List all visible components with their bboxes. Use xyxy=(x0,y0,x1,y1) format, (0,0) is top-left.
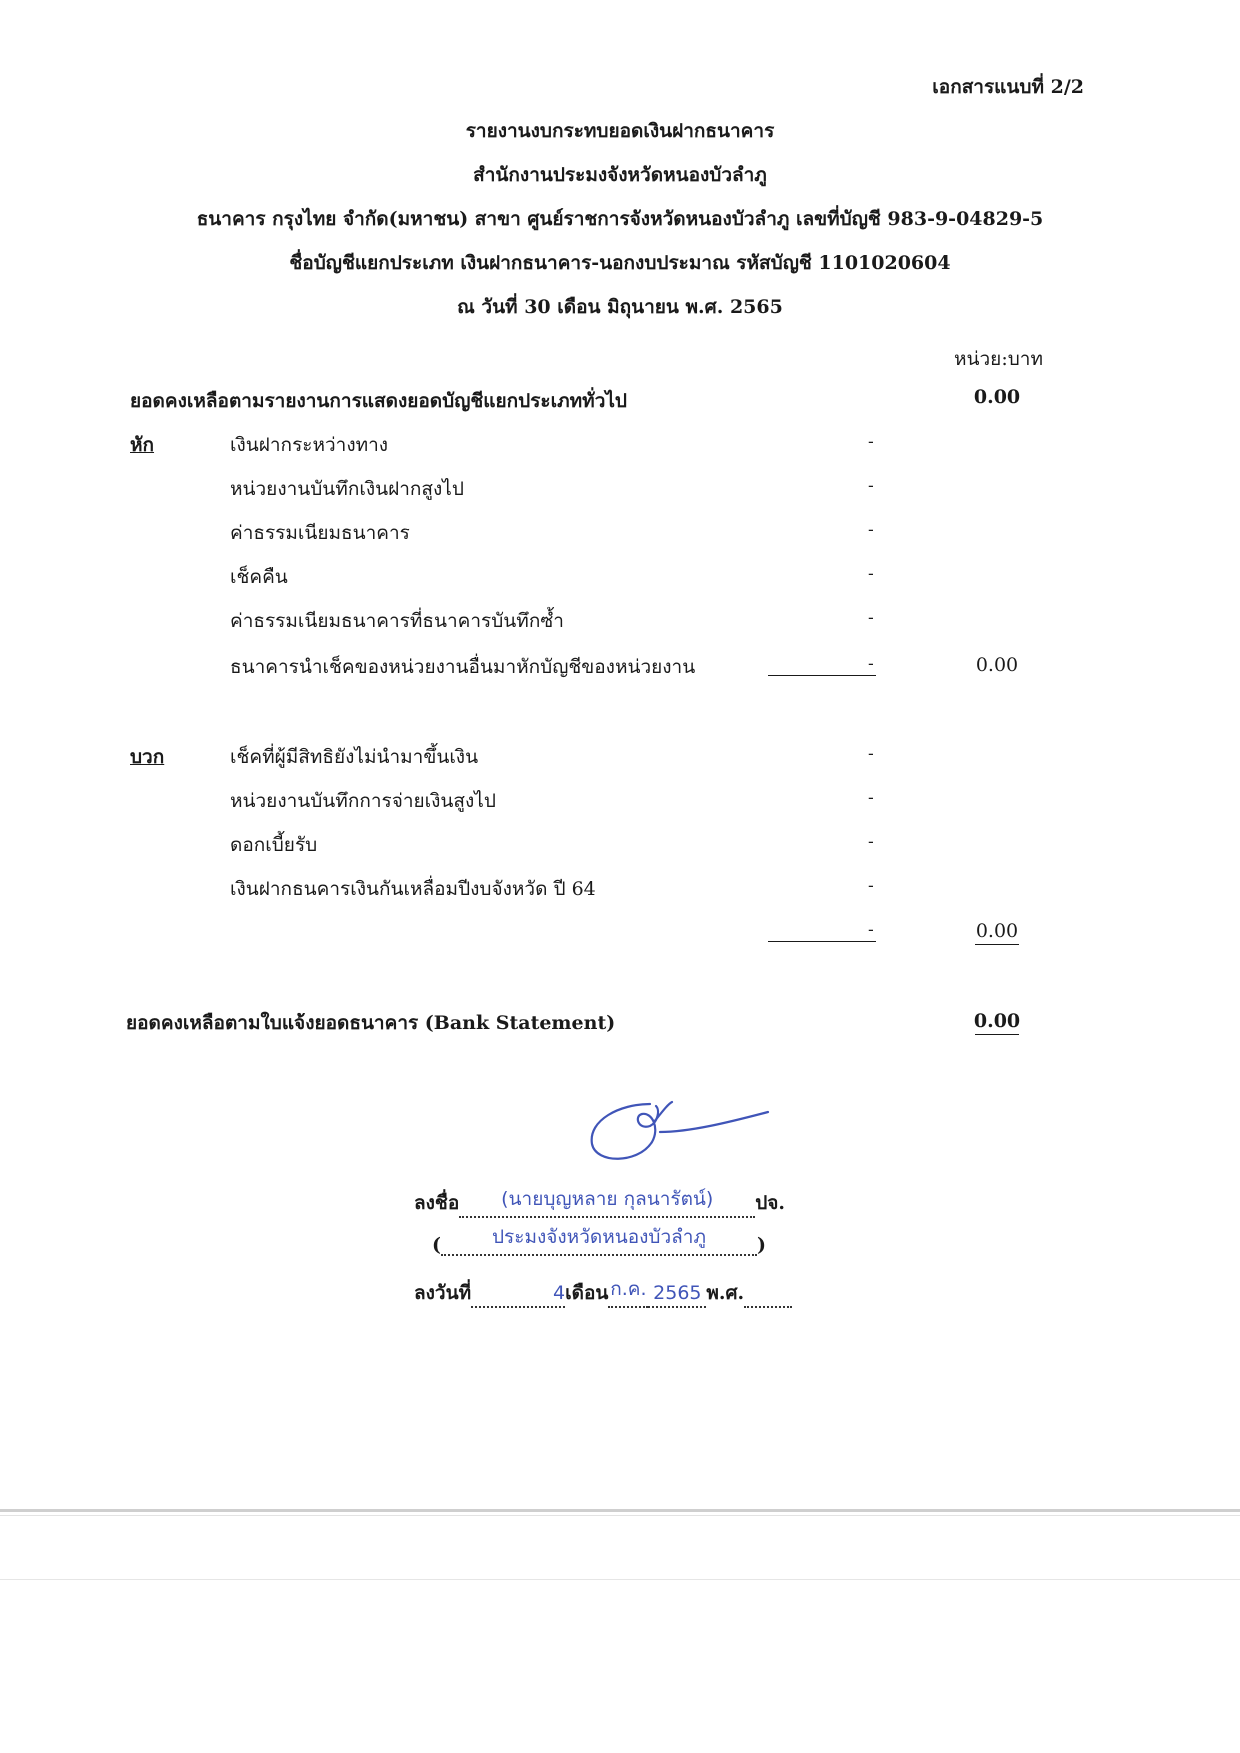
date-year: 2565 xyxy=(653,1282,702,1304)
deduct-item-value: - xyxy=(868,608,874,628)
deduct-item-label: ค่าธรรมเนียมธนาคารที่ธนาคารบันทึกซ้ำ xyxy=(230,610,564,632)
deduct-item-value: - xyxy=(868,564,874,584)
scan-edge-line xyxy=(0,1579,1240,1580)
add-item-value: - xyxy=(868,744,874,764)
deduct-subtotal-rule xyxy=(768,675,876,676)
scan-edge-line xyxy=(0,1515,1240,1516)
attachment-label: เอกสารแนบที่ 2/2 xyxy=(932,76,1084,98)
add-subtotal-dash: - xyxy=(868,920,874,940)
sign-label: ลงชื่อ xyxy=(414,1192,460,1214)
add-heading: บวก xyxy=(130,746,165,768)
date-day: 4 xyxy=(553,1282,566,1304)
add-item-label: หน่วยงานบันทึกการจ่ายเงินสูงไป xyxy=(230,790,496,812)
scan-edge-line xyxy=(0,1509,1240,1512)
signer-position: ประมงจังหวัดหนองบัวลำภู xyxy=(492,1226,706,1248)
date-year-field xyxy=(648,1284,706,1308)
deduct-item-value: - xyxy=(868,520,874,540)
report-date-line: ณ วันที่ 30 เดือน มิถุนายน พ.ศ. 2565 xyxy=(457,296,783,318)
report-title: รายงานงบกระทบยอดเงินฝากธนาคาร xyxy=(465,120,775,142)
signer-name: (นายบุญหลาย กุลนารัตน์) xyxy=(501,1188,714,1210)
deduct-item-value: - xyxy=(868,432,874,452)
office-name: สำนักงานประมงจังหวัดหนองบัวลำภู xyxy=(473,164,767,186)
deduct-item-label: เงินฝากระหว่างทาง xyxy=(230,434,389,456)
ledger-balance-value: 0.00 xyxy=(973,386,1021,408)
add-item-label: เงินฝากธนคารเงินกันเหลื่อมปีงบจังหวัด ปี 64 xyxy=(230,878,596,900)
paren-open: ( xyxy=(432,1234,441,1256)
position-field xyxy=(441,1226,757,1256)
deduct-item-label: เช็คคืน xyxy=(230,566,288,588)
add-item-value: - xyxy=(868,832,874,852)
paren-close: ) xyxy=(757,1234,766,1256)
position-line xyxy=(432,1226,766,1256)
date-month-field xyxy=(608,1278,648,1308)
deduct-item-value: - xyxy=(868,476,874,496)
add-total: 0.00 xyxy=(975,920,1019,942)
date-month: ก.ค. xyxy=(610,1278,647,1300)
signature-mark xyxy=(580,1092,780,1172)
signer-line xyxy=(414,1188,785,1218)
sign-date-label: ลงวันที่ xyxy=(414,1282,472,1304)
statement-balance-value: 0.00 xyxy=(973,1010,1021,1032)
deduct-heading: หัก xyxy=(130,434,155,456)
signer-title-abbrev: ปจ. xyxy=(755,1192,786,1214)
signer-name-field xyxy=(459,1188,755,1218)
statement-balance-label: ยอดคงเหลือตามใบแจ้งยอดธนาคาร (Bank Statement) xyxy=(126,1012,616,1034)
add-item-value: - xyxy=(868,876,874,896)
ledger-account-line: ชื่อบัญชีแยกประเภท เงินฝากธนาคาร-นอกงบประมาณ รหัสบัญชี 1101020604 xyxy=(289,252,951,274)
era-year-field xyxy=(744,1284,792,1308)
add-item-value: - xyxy=(868,788,874,808)
add-total-underline xyxy=(975,944,1019,945)
add-subtotal-rule xyxy=(768,941,876,942)
add-item-label: เช็คที่ผู้มีสิทธิยังไม่นำมาขึ้นเงิน xyxy=(230,746,479,768)
unit-label: หน่วย:บาท xyxy=(954,348,1043,370)
deduct-item-label: ค่าธรรมเนียมธนาคาร xyxy=(230,522,410,544)
deduct-item-label: หน่วยงานบันทึกเงินฝากสูงไป xyxy=(230,478,464,500)
deduct-item-value: - xyxy=(868,654,874,674)
add-item-label: ดอกเบี้ยรับ xyxy=(230,834,318,856)
ledger-balance-label: ยอดคงเหลือตามรายงานการแสดงยอดบัญชีแยกประเภททั่วไป xyxy=(130,390,627,412)
sign-date-line xyxy=(414,1278,792,1308)
era-label: พ.ศ. xyxy=(706,1282,745,1304)
deduct-item-label: ธนาคารนำเช็คของหน่วยงานอื่นมาหักบัญชีของหน่วยงาน xyxy=(230,656,696,678)
date-day-field xyxy=(471,1284,565,1308)
statement-balance-underline xyxy=(975,1034,1019,1035)
deduct-total: 0.00 xyxy=(975,654,1019,676)
bank-account-line: ธนาคาร กรุงไทย จำกัด(มหาชน) สาขา ศูนย์ราชการจังหวัดหนองบัวลำภู เลขที่บัญชี 983-9-04829-5 xyxy=(196,208,1044,230)
month-label: เดือน xyxy=(565,1282,609,1304)
